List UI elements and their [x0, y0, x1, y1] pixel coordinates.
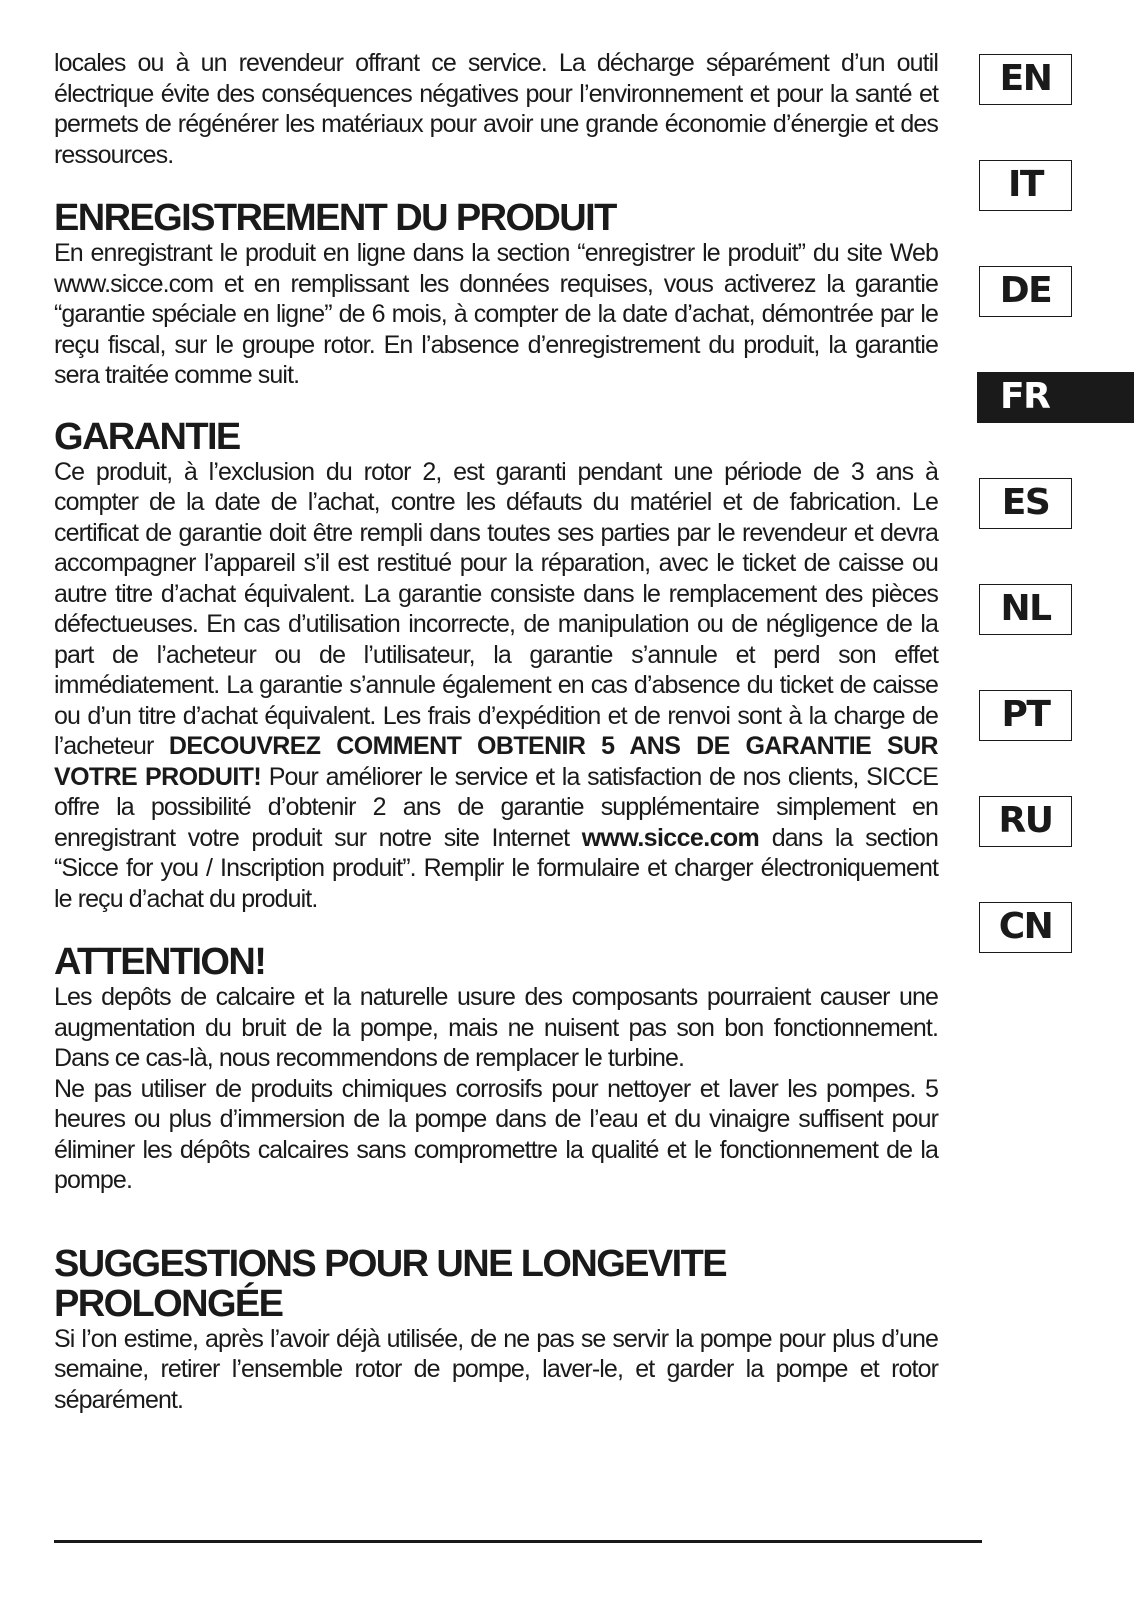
attention-paragraph-2: Ne pas utiliser de produits chimiques corrosifs pour nettoyer et laver les pompes. 5 heures ou plus d’immersion de la pompe dans de l’eau et du vinaigre suffisent pour éliminer les dépôts calcaires sans compromettre la qualité et le fonctionnement de la pompe.: [54, 1074, 938, 1194]
warranty-text-2: Pour améliorer le service et la satisfaction de nos clients, SICCE offre la possibilité d’obtenir 2 ans de garantie supplémentaire simplement en enregistrant votre produit sur notre site Internet: [54, 762, 939, 852]
warranty-bold-offer: DECOUVREZ COMMENT OBTENIR 5 ANS DE GARANTIE SUR VOTRE PRODUIT!: [54, 732, 939, 791]
section-registration: [54, 198, 938, 391]
section-attention: [54, 942, 938, 1196]
lang-tab-ru[interactable]: RU: [979, 796, 1072, 847]
lang-tab-it[interactable]: IT: [979, 160, 1072, 211]
intro-paragraph: locales ou à un revendeur offrant ce service. La décharge séparément d’un outil électrique évite des conséquences négatives pour l’environnement et pour la santé et permets de régénérer les matériaux pour avoir une grande économie d’énergie et des ressources.: [54, 49, 938, 169]
lang-tab-fr[interactable]: FR: [977, 372, 1134, 423]
attention-paragraph-1: Les depôts de calcaire et la naturelle usure des composants pourraient causer une augmentation du bruit de la pompe, mais ne nuisent pas son bon fonctionnement. Dans ce cas-là, nous recommendons de remplacer le turbine.: [54, 983, 938, 1072]
registration-heading: ENREGISTREMENT DU PRODUIT: [54, 197, 616, 239]
warranty-text-1: Ce produit, à l’exclusion du rotor 2, est garanti pendant une période de 3 ans à compter de la date de l’achat, contre les défauts du matériel et de fabrication. Le certificat de garantie doit être rempli dans toutes ses parties par le revendeur et devra accompagner l’appareil s’il est restitué pour la réparation, avec le ticket de caisse ou autre titre d’achat équivalent. La garantie consiste dans le remplacement des pièces défectueuses. En cas d’utilisation incorrecte, de manipulation ou de négligence de la part de l’acheteur ou de l’utilisateur, la garantie s’annule et perd son effet immédiatement. La garantie s’annule également en cas d’absence du ticket de caisse ou d’un titre d’achat équivalent. Les frais d’expédition et de renvoi sont à la charge de l’acheteur: [54, 457, 938, 760]
section-longevity: [54, 1244, 938, 1416]
language-tabs: [979, 54, 1136, 974]
registration-paragraph: En enregistrant le produit en ligne dans la section “enregistrer le produit” du site Web www.sicce.com et en remplissant les données requises, vous activerez la garantie “garantie spéciale en ligne” de 6 mois, à compter de la date d’achat, démontrée par le reçu fiscal, sur le groupe rotor. En l’absence d’enregistrement du produit, la garantie sera traitée comme suit.: [54, 239, 938, 389]
attention-heading: ATTENTION!: [54, 941, 266, 983]
lang-tab-nl[interactable]: NL: [979, 584, 1072, 635]
lang-tab-cn[interactable]: CN: [979, 902, 1072, 953]
warranty-heading: GARANTIE: [54, 415, 240, 458]
lang-tab-pt[interactable]: PT: [979, 690, 1072, 741]
lang-tab-en[interactable]: EN: [979, 54, 1072, 105]
page-content: [54, 48, 938, 1415]
warranty-paragraph: [54, 457, 938, 915]
footer-rule: [54, 1540, 982, 1543]
section-warranty: [54, 417, 938, 915]
lang-tab-de[interactable]: DE: [979, 266, 1072, 317]
longevity-heading: SUGGESTIONS POUR UNE LONGEVITE PROLONGÉE: [54, 1242, 726, 1325]
warranty-text-3: dans la section “Sicce for you / Inscription produit”. Remplir le formulaire et charger électroniquement le reçu d’achat du produit.: [54, 823, 939, 913]
warranty-website-link[interactable]: www.sicce.com: [581, 823, 760, 852]
lang-tab-es[interactable]: ES: [979, 478, 1072, 529]
longevity-paragraph: Si l’on estime, après l’avoir déjà utilisée, de ne pas se servir la pompe pour plus d’une semaine, retirer l’ensemble rotor de pompe, laver-le, et garder la pompe et rotor séparément.: [54, 1324, 938, 1414]
